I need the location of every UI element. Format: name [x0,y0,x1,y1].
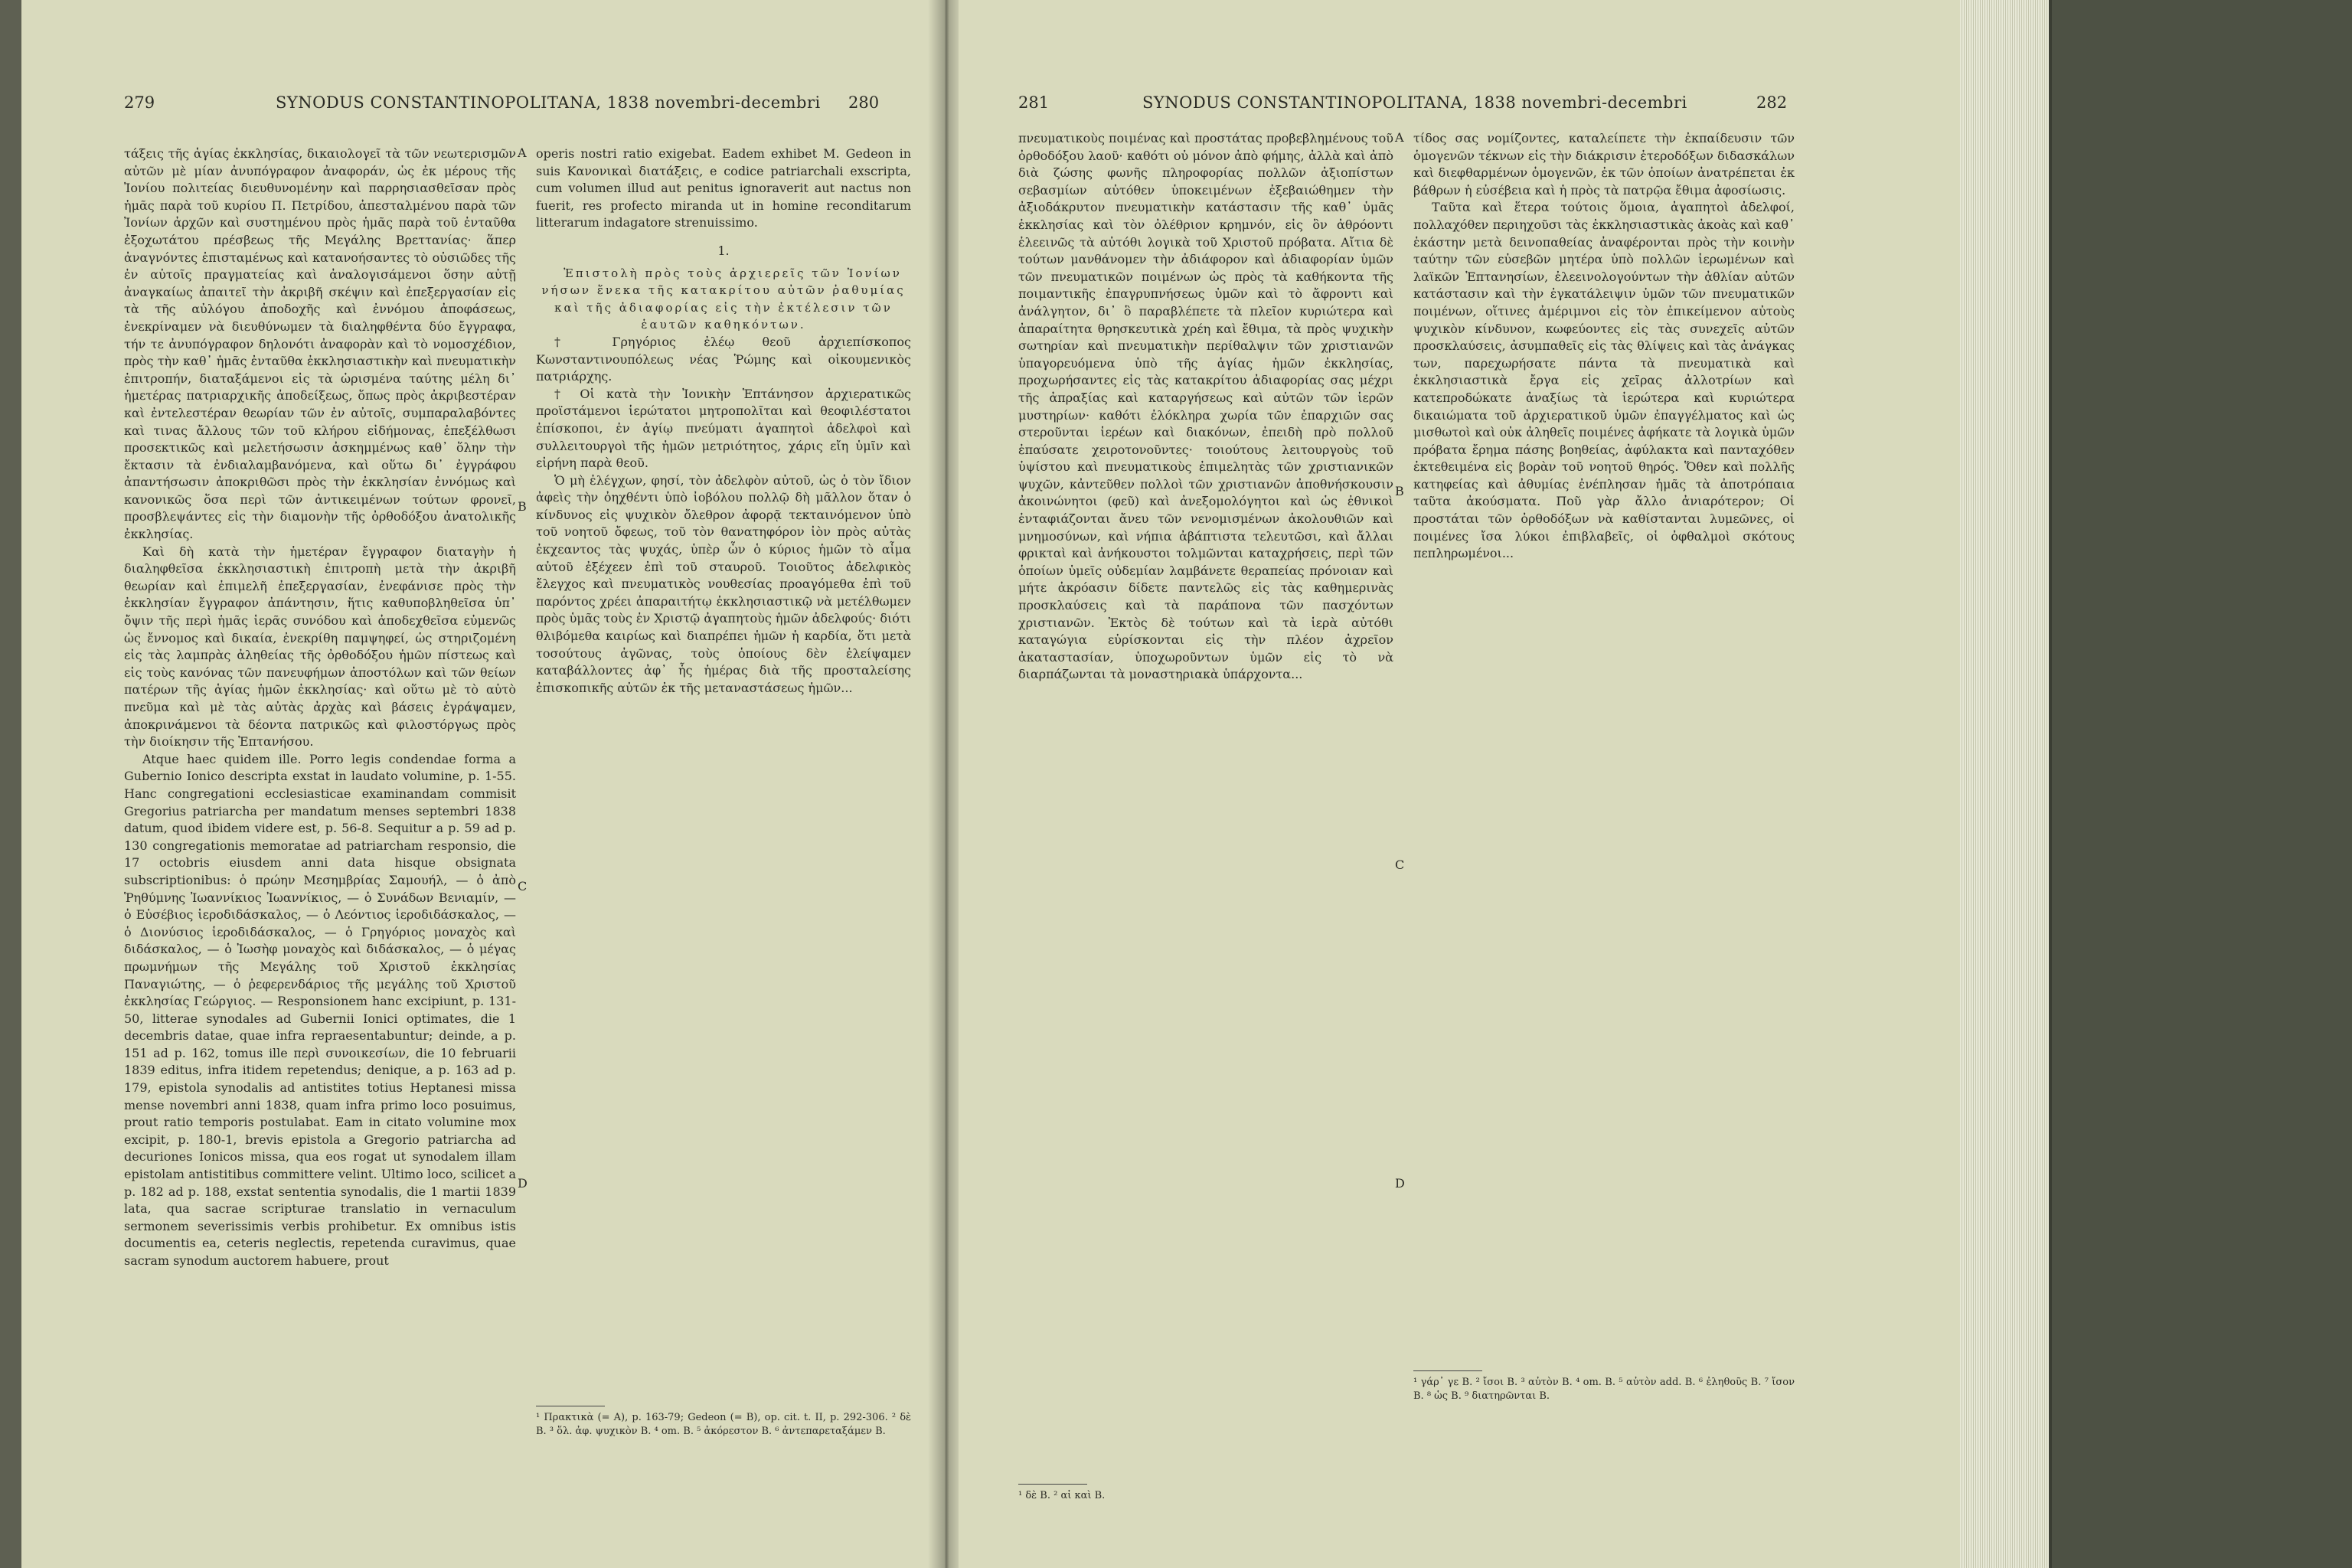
right-page [959,0,1966,1568]
margin-letter-b: B [518,499,527,514]
page-edges [1960,0,2052,1568]
section-title: Ἐπιστολὴ πρὸς τοὺς ἀρχιερεῖς τῶν Ἰονίων νήσων ἕνεκα τῆς κατακρίτου αὐτῶν ῥαθυμίας καὶ τῆς ἀδιαφορίας εἰς τὴν ἐκτέλεσιν τῶν ἑαυτῶν καθηκόντων. [541,266,906,332]
footnote-text: ¹ δὲ B. ² αἱ καὶ B. [1018,1490,1106,1501]
margin-letter-b: B [1395,484,1404,498]
paragraph: τάξεις τῆς ἁγίας ἐκκλησίας, δικαιολογεῖ τὰ τῶν νεωτερισμῶν αὐτῶν μὲ μίαν ἀνυπόγραφον ἀναφοράν, ὡς ἐκ μέρους τῆς Ἰονίου πολιτείας διευθυνομένην καὶ παρρησιασθεῖσαν πρὸς ἡμᾶς παρὰ τοῦ κυρίου Π. Πετρίδου, ἀπεσταλμένου παρὰ τῶν Ἰονίων ἀρχῶν καὶ συστημένου πρὸς ἡμᾶς παρὰ τοῦ ἐνταῦθα ἐξοχωτάτου πρέσβεως τῆς Μεγάλης Βρεττανίας· ἅπερ ἀναγνόντες ἐπισταμένως καὶ κατανοήσαντες τὸ οὐσιῶδες τῆς ἐν αὐτοῖς πραγματείας καὶ ἀναλογισάμενοι ὅσην αὐτῇ ἀναγκαίως ἀπαιτεῖ τὴν ἀκριβῆ σκέψιν καὶ ἐπεξεργασίαν εἰς τὰ τῆς αὐλόγου ἀποδοχῆς καὶ ἐννόμου ἀποφάσεως, ἐνεκρίναμεν νὰ διευθύνωμεν τὰ διαληφθέντα δύο ἔγγραφα, τήν τε ἀνυπόγραφον δηλονότι ἀναφορὰν καὶ τὸ νομοσχέδιον, πρὸς τὴν καθ᾽ ἡμᾶς ἐνταῦθα ἐκκλησιαστικὴν καὶ πνευματικὴν ἐπιτροπήν, διαταξάμενοι εἰς τὰ ὡρισμένα ταύτης μέλη δι᾽ ἡμετέρας πατριαρχικῆς ἀποδείξεως, ὅπως πρὸς ἀκριβεστέραν καὶ ἐντελεστέραν θεωρίαν τῶν ἐν αὐτοῖς, συμπαραλαβόντες καὶ τινας ἄλλους τῶν τοῦ κλήρου εἰδήμονας, ἐπεξέλθωσι προσεκτικῶς καὶ μελετήσωσιν ἀσκημμένως καθ᾽ ὅλην τὴν ἔκτασιν τὰ ἐνδιαλαμβανόμενα, καὶ οὕτω δι᾽ ἐγγράφου ἀπαντήσωσιν ἀποκριθῶσι πρὸς τὴν ἐκκλησίαν ἐννόμως καὶ κανονικῶς ὅσα περὶ τῶν ἀντικειμένων τούτων φρονεῖ, προσβλεψάντες εἰς τὴν διαμονὴν τῆς ὀρθοδόξου ἀνατολικῆς ἐκκλησίας. [124,146,516,542]
book-cover-background [2052,0,2352,1568]
page-number: 280 [848,93,880,112]
paragraph: πνευματικοὺς ποιμένας καὶ προστάτας προβεβλημένους τοῦ ὀρθοδόξου λαοῦ· καθότι οὐ μόνον ἀπὸ φήμης, ἀλλὰ καὶ ἀπὸ διὰ ζώσης φωνῆς πληροφορίας πολλῶν ἀξιοπίστων σεβασμίων αὐτόθεν ὑποκειμένων ἐξεβαιώθημεν τὴν ἀξιοδάκρυτον πνευματικὴν κατάστασιν τῆς καθ᾽ ὑμᾶς ἐκκλησίας καὶ τὸν ὀλέθριον κρημνόν, εἰς ὃν ἀθρόοντι ἐλεεινῶς τὰ αὐτόθι λογικὰ τοῦ Χριστοῦ πρόβατα. Αἴτια δὲ τούτων μανθάνομεν τὴν ἀδιάφορον καὶ ἀδιαφορίαν ὑμῶν τῶν πνευματικῶν ποιμένων ὡς πρὸς τὰ καθήκοντα τῆς ποιμαντικῆς ἐπαγρυπνήσεως ὑμῶν καὶ τὸ ἄφροντι καὶ ἀνάλγητον, δι᾽ ὃ παραβλέπετε τὰ πλεῖον κυριώτερα καὶ ἀπαραίτητα θρησκευτικὰ χρέη καὶ ἔθιμα, τὰ πρὸς ψυχικὴν σωτηρίαν καὶ πνευματικὴν περίθαλψιν τῶν χριστιανῶν ὑπαγορευόμενα ὑπὸ τῆς ἁγίας ἡμῶν ἐκκλησίας, προχωρήσαντες εἰς τὰς κατακρίτου ἀδιαφορίας σας μέχρι τῆς ἀπραξίας καὶ καταργήσεως καὶ αὐτῶν τῶν ἱερῶν μυστηρίων· καθότι ἐλόκληρα χωρία τῶν ἐπαρχιῶν σας στεροῦνται ἱερέων καὶ διακόνων, ἐπειδὴ πρὸ πολλοῦ ἐπαύσατε χειροτονοῦντες· τοιούτους λειτουργοὺς τοῦ ὑψίστου καὶ πνευματικοὺς ἐπιμελητὰς τῶν χριστιανικῶν ψυχῶν, κἀντεῦθεν πολλοὶ τῶν χριστιανῶν ἀποθνήσκουσιν ἀκοινώνητοι (φεῦ) καὶ ἀνεξομολόγητοι καὶ ὡς ἐθνικοὶ ἐνταφιάζονται ἄνευ τῶν νενομισμένων ἀκολουθιῶν καὶ μνημοσύνων, καὶ νήπια ἀβάπτιστα τελευτῶσι, καὶ ἄλλαι φρικταὶ καὶ ἀνήκουστοι τολμῶνται καταχρήσεις, περὶ τῶν ὁποίων ὑμεῖς οὐδεμίαν λαμβάνετε θεραπείας πρόνοιαν καὶ μήτε ἀκρόασιν δίδετε παντελῶς εἰς τὰς καθημερινὰς προσκλαύσεις καὶ τὰ παράπονα τῶν πασχόντων χριστιανῶν. Ἐκτὸς δὲ τούτων καὶ τὰ ἱερὰ αὐτόθι καταγώγια εὑρίσκονται εἰς τὴν πλέον ἀχρεῖον ἀκαταστασίαν, ὑποχωροῦντων ὑμῶν εἰς τὸ νὰ διαρπάζωνται τὰ μοναστηριακὰ ὑπάρχοντα... [1018,131,1393,682]
paragraph: Ὁ μὴ ἐλέγχων, φησί, τὸν ἀδελφὸν αὐτοῦ, ὡς ὁ τὸν ἴδιον ἀφεὶς τὴν ὀηχθέντι ὑπὸ ἰοβόλου πολλῷ δὴ μᾶλλον ὅταν ὁ κίνδυνος εἰς ψυχικὸν ὄλεθρον ἀφορᾷ τεκταινόμενον ὑπὸ τοῦ νοητοῦ ὄφεως, τοῦ τὸν θανατηφόρον ἰὸν πρὸς αὐτὰς ἐκχεαντος τὰς ψυχάς, ὑπὲρ ὧν ὁ κύριος ἡμῶν τὸ αἷμα αὐτοῦ ἐξέχεεν ἐπὶ τοῦ σταυροῦ. Τοιοῦτος ἀδελφικὸς ἔλεγχος καὶ πνευματικὸς νουθεσίας προαγόμεθα ἐπὶ τοῦ παρόντος χρέει ἀπαραιτήτῳ ἐκκλησιαστικῷ νὰ μετέλθωμεν πρὸς ὑμᾶς τοὺς ἐν Χριστῷ ἀγαπητοὺς ἡμῶν ἀδελφούς· διότι θλιβόμεθα καιρίως καὶ διαπρέπει ἡμῶν ἡ καρδία, ὅτι μετὰ τοσούτους ἀγῶνας, τοὺς ὁποίους δὲν ἐλείψαμεν καταβάλλοντες ἀφ᾽ ἧς ἡμέρας διὰ τῆς προσταλείσης ἐπισκοπικῆς αὐτῶν ἐκ τῆς μεταναστάσεως ἡμῶν... [536,472,911,695]
footnote-text: ¹ γάρ᾽ γε B. ² ἴσοι B. ³ αὐτὸν B. ⁴ om. B. ⁵ αὐτὸν add. B. ⁶ ἐληθοῦς B. ⁷ ἴσον B. ⁸ ὡς B. ⁹ διατηρῶνται B. [1413,1377,1795,1402]
footnotes-right [1413,1363,1795,1547]
footnotes [536,1398,911,1551]
paragraph: τίδος σας νομίζοντες, καταλείπετε τὴν ἐκπαίδευσιν τῶν ὁμογενῶν τέκνων εἰς τὴν διάκρισιν ἑτεροδόξων διδασκάλων καὶ διεφθαρμένων ὁμογενῶν, ἐκ τῶν ὁποίων ἀνατρέπεται ἐκ βάθρων ἡ εὐσέβεια καὶ ἡ πρὸς τὰ πατρῷα ἔθιμα ἀφοσίωσις. [1413,131,1795,198]
margin-letter-d: D [518,1176,528,1191]
section-number: 1. [717,243,730,258]
paragraph: Ταῦτα καὶ ἕτερα τούτοις ὅμοια, ἀγαπητοὶ ἀδελφοί, πολλαχόθεν περιηχοῦσι τὰς ἐκκλησιαστικὰς ἀκοὰς καὶ καθ᾽ ἑκάστην μετὰ δεινοπαθείας ἀναφέρονται πρὸς τὴν κοινὴν ταύτην τῶν εὐσεβῶν μητέρα ὑπὸ πολλῶν ἱερωμένων καὶ λαϊκῶν Ἑπτανησίων, ἐλεεινολογούντων τὴν ἀθλίαν αὐτῶν κατάστασιν καὶ τὴν ἐγκατάλειψιν ὑμῶν τῶν πνευματικῶν ποιμένων, οἵτινες ἀμέριμνοι εἰς τὸν ἐπικείμενον αὐτοὺς ψυχικὸν κίνδυνον, κωφεύοντες εἰς τὰς συνεχεῖς αὐτῶν προσκλαύσεις, ἀσυμπαθεῖς εἰς τὰς θλίψεις καὶ τὰς ἀνάγκας των, παρεχωρήσατε πάντα τὰ πνευματικὰ καὶ ἐκκλησιαστικὰ ἔργα εἰς χεῖρας ἀλλοτρίων καὶ κατεπροδώκατε ἀναξίως τὰ ἱερώτερα καὶ κυριώτερα δικαιώματα τοῦ ἀρχιερατικοῦ ὑμῶν ἐπαγγέλματος καὶ ὡς μισθωτοὶ καὶ οὐκ ἀληθεῖς ποιμένες ἀφήκατε τὰ λογικὰ ὑμῶν πρόβατα ἔρημα πάσης βοηθείας, ἀφύλακτα καὶ πανταχόθεν ἐκτεθειμένα εἰς βορὰν τοῦ νοητοῦ θηρός. Ὅθεν καὶ πολλῆς κατηφείας καὶ ἀθυμίας ἐνέπλησαν ἡμᾶς τὰ ἀποτρόπαια ταῦτα ἀκούσματα. Ποῦ γὰρ ἄλλο ἀνιαρότερον; Οἱ προστάται τῶν ὀρθοδόξων νὰ καθίστανται λυμεῶνες, οἱ ποιμένες ἴσα λύκοι ἐπιβλαβεῖς, οἱ ὀφθαλμοὶ σκότους πεπληρωμένοι... [1413,200,1795,561]
running-head: SYNODUS CONSTANTINOPOLITANA, 1838 novembri-decembri [276,93,821,112]
running-head: SYNODUS CONSTANTINOPOLITANA, 1838 novembri-decembri [1142,93,1687,112]
page-number: 281 [1018,93,1050,112]
margin-letter-c: C [518,879,528,893]
page-number: 279 [124,93,155,112]
paragraph: operis nostri ratio exigebat. Eadem exhibet M. Gedeon in suis Κανονικαὶ διατάξεις, e codice patriarchali exscripta, cum volumen illud aut penitus ignoraverit aut nactus non fuerit, res profecto miranda ut in homine reconditarum litterarum indagatore strenuissimo. [536,146,911,230]
paragraph: Καὶ δὴ κατὰ τὴν ἡμετέραν ἔγγραφον διαταγὴν ἡ διαληφθεῖσα ἐκκλησιαστικὴ ἐπιτροπὴ μετὰ τὴν ἀκριβῆ θεωρίαν καὶ ἐπιμελῆ ἐπεξεργασίαν, ἐνεφάνισε πρὸς τὴν ἐκκλησίαν ἔγγραφον ἀπάντησιν, ἥτις καθυποβληθεῖσα ὑπ᾽ ὄψιν τῆς περὶ ἡμᾶς ἱερᾶς συνόδου καὶ ἀποδεχθεῖσα εὐμενῶς ὡς ἔννομος καὶ δικαία, ἐνεκρίθη παμψηφεί, ὡς στηριζομένη εἰς τὰς λαμπρὰς ἀληθείας τῆς ὀρθοδόξου ἡμῶν πίστεως καὶ εἰς τοὺς κανόνας τῶν πανευφήμων ἀποστόλων καὶ τῶν θείων πατέρων τῆς ἁγίας ἡμῶν ἐκκλησίας· καὶ οὕτω μὲ τὸ αὐτὸ πνεῦμα καὶ μὲ τὰς αὐτὰς ἀρχὰς καὶ βάσεις ἐγράψαμεν, ἀποκρινάμενοι τὰ δέοντα πατρικῶς καὶ φιλοστόργως πρὸς τὴν διοίκησιν τῆς Ἑπτανήσου. [124,544,516,750]
margin-letter-a: A [1395,130,1404,145]
footnotes-left [1018,1476,1393,1537]
right-column-1 [1018,130,1393,1478]
margin-letter-c: C [1395,858,1405,872]
left-column-2 [536,145,911,1370]
footnote-text: ¹ Πρακτικὰ (= A), p. 163-79; Gedeon (= B), op. cit. t. II, p. 292-306. ² δὲ B. ³ ὅλ. ἀφ. ψυχικὸν B. ⁴ om. B. ⁵ ἀκόρεστον B. ⁶ ἀντεπαρεταξάμεν B. [536,1412,911,1437]
margin-letter-a: A [518,145,527,160]
page-number: 282 [1756,93,1788,112]
left-column-1 [124,145,516,1493]
right-column-2 [1413,130,1795,1355]
paragraph: Atque haec quidem ille. Porro legis condendae forma a Gubernio Ionico descripta exstat in laudato volumine, p. 1-55. Hanc congregationi ecclesiasticae examinandam commisit Gregorius patriarcha per mandatum menses septembri 1838 datum, quod ibidem videre est, p. 56-8. Sequitur a p. 59 ad p. 130 congregationis memoratae ad patriarcham responsio, die 17 octobris eiusdem anni data hisque obsignata subscriptionibus: ὁ πρώην Μεσημβρίας Σαμουήλ, — ὁ ἀπὸ Ῥηθύμνης Ἰωαννίκιος Ἰωαννίκιος, — ὁ Συνάδων Βενιαμίν, — ὁ Εὐσέβιος ἱεροδιδάσκαλος, — ὁ Λεόντιος ἱεροδιδάσκαλος, — ὁ Διονύσιος ἱεροδιδάσκαλος, — ὁ Γρηγόριος μοναχὸς καὶ διδάσκαλος, — ὁ Ἰωσὴφ μοναχὸς καὶ διδάσκαλος, — ὁ μέγας πρωμνήμων τῆς Μεγάλης τοῦ Χριστοῦ ἐκκλησίας Παναγιώτης, — ὁ ῥεφερενδάριος τῆς μεγάλης τοῦ Χριστοῦ ἐκκλησίας Γεώργιος. — Responsionem hanc excipiunt, p. 131-50, litterae synodales ad Gubernii Ionici optimates, die 1 decembris datae, quae infra repraesentabuntur; deinde, a p. 151 ad p. 162, tomus ille περὶ συνοικεσίων, die 10 februarii 1839 editus, infra itidem repetendus; denique, a p. 163 ad p. 179, epistola synodalis ad antistites totius Heptanesi missa mense novembri anni 1838, quam infra primo loco posuimus, prout ratio temporis postulabat. Eam in citato volumine mox excipit, p. 180-1, brevis epistola a Gregorio patriarcha ad decuriones Ionicos missa, qua eos rogat ut synodalem illam epistolam antistitibus committere velint. Ultimo loco, scilicet a p. 182 ad p. 188, exstat sententia synodalis, die 1 martii 1839 lata, qua sacrae scripturae translatio in vernaculum sermonem severissimis verbis prohibetur. Ex omnibus istis documentis ea, ceteris neglectis, repetenda curavimus, quae sacram synodum auctorem habuere, prout [124,751,516,1268]
paragraph: † Γρηγόριος ἐλέῳ θεοῦ ἀρχιεπίσκοπος Κωνσταντινουπόλεως νέας Ῥώμης καὶ οἰκουμενικὸς πατριάρχης. [536,334,911,384]
paragraph: † Οἱ κατὰ τὴν Ἰονικὴν Ἑπτάνησον ἀρχιερατικῶς προϊστάμενοι ἱερώτατοι μητροπολῖται καὶ θεοφιλέστατοι ἐπίσκοποι, ἐν ἁγίῳ πνεύματι ἀγαπητοὶ ἀδελφοὶ καὶ συλλειτουργοὶ τῆς ἡμῶν μετριότητος, χάρις εἴη ὑμῖν καὶ εἰρήνη παρὰ θεοῦ. [536,386,911,471]
margin-letter-d: D [1395,1176,1405,1191]
left-page [21,0,934,1568]
